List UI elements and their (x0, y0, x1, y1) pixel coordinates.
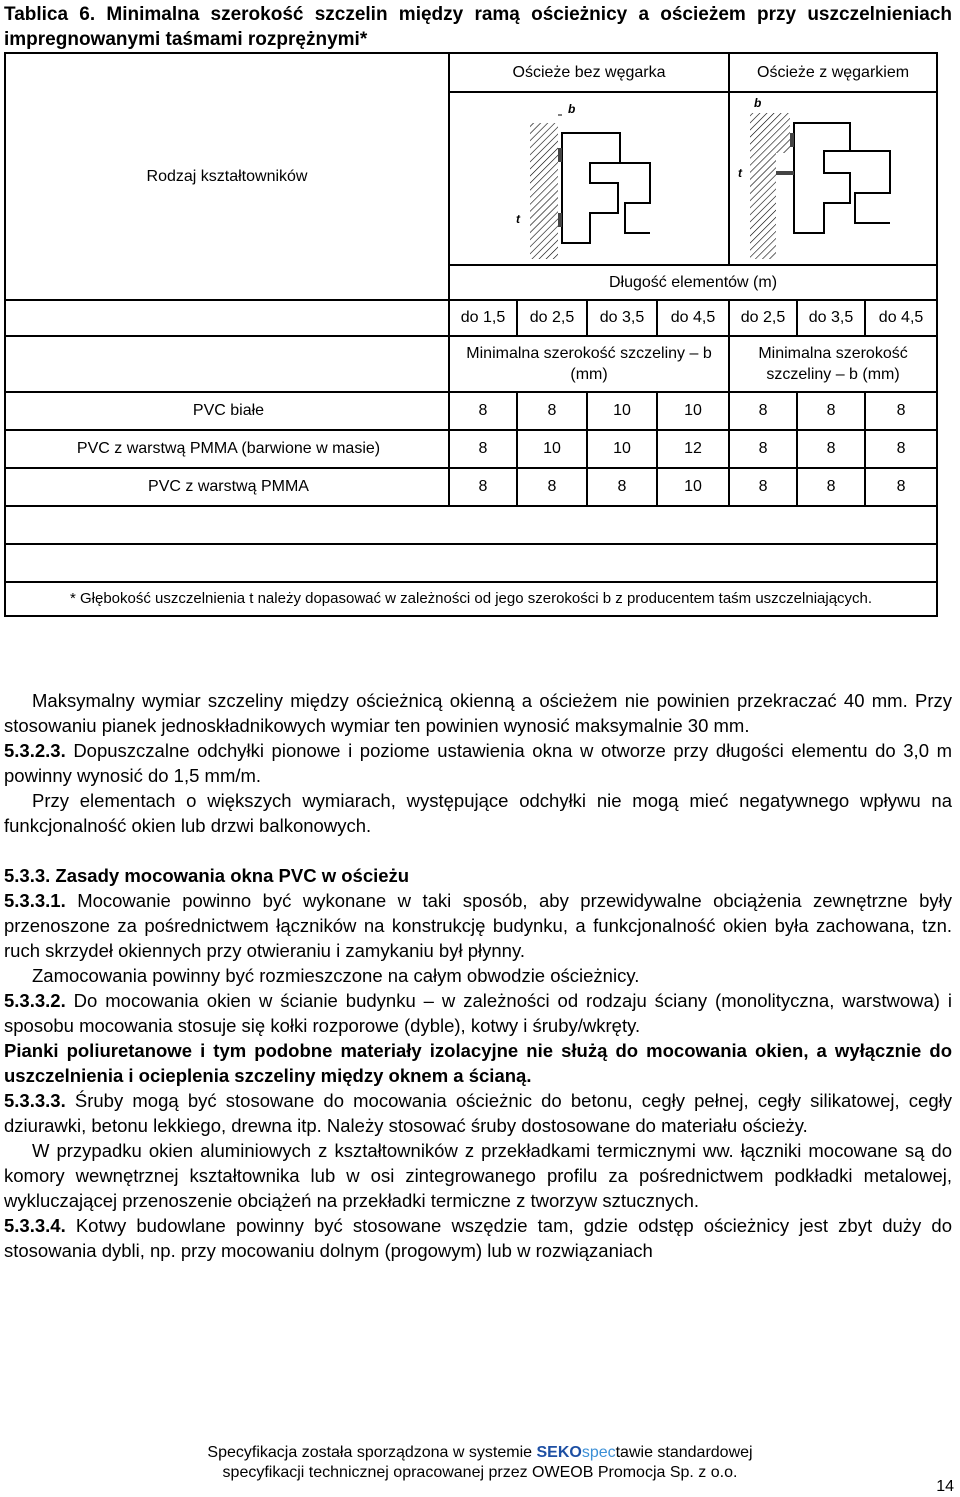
table-cell: 8 (449, 430, 517, 468)
seal-tape (790, 133, 794, 147)
section-number: 5.3.3.2. (4, 990, 66, 1011)
table-row-empty (5, 544, 937, 582)
page-number: 14 (936, 1478, 954, 1495)
table-cell: 8 (449, 392, 517, 430)
table-cell: 8 (865, 468, 937, 506)
footer-line-1: Specyfikacja została sporządzona w systemie SEKOspectawie standardowej (207, 1444, 753, 1461)
length-header: do 3,5 (797, 300, 865, 336)
frame-profile (794, 123, 850, 233)
table-cell: 8 (587, 468, 657, 506)
col-header-z-wegarkiem: Ościeże z węgarkiem (729, 53, 937, 92)
table-cell: 8 (797, 392, 865, 430)
wall-hatch (530, 123, 558, 259)
seal-tape (776, 171, 794, 175)
body-text (4, 688, 952, 1263)
table-cell: 10 (587, 392, 657, 430)
table-footnote: * Głębokość uszczelnienia t należy dopasować w zależności od jego szerokości b z producentem taśm uszczelniających. (5, 582, 937, 616)
length-header: do 4,5 (657, 300, 729, 336)
rodzaj-header: Rodzaj kształtowników (5, 53, 449, 300)
section-number: 5.3.3.1. (4, 890, 66, 911)
table-title: Tablica 6. Minimalna szerokość szczelin między ramą ościeżnicy a ościeżem przy uszczelnieniach impregnowanymi taśmami rozprężnymi* (4, 4, 952, 50)
label-b: b (568, 102, 576, 116)
section-heading: 5.3.3. Zasady mocowania okna PVC w ościeżu (4, 865, 410, 886)
paragraph: Zamocowania powinny być rozmieszczone na całym obwodzie ościeżnicy. (32, 965, 640, 986)
length-header: do 1,5 (449, 300, 517, 336)
table-cell: 8 (865, 392, 937, 430)
section-number: 5.3.2.3. (4, 740, 66, 761)
sash-profile (850, 151, 890, 223)
label-t: t (516, 212, 520, 226)
paragraph: Maksymalny wymiar szczeliny między ościeżnicą okienną a ościeżem nie powinien przekraczać 40 mm. Przy stosowaniu pianek jednoskładnikowych wymiar ten powinien wynosić maksymalnie 30 mm. (4, 690, 952, 736)
paragraph: 5.3.3.4. Kotwy budowlane powinny być stosowane wszędzie tam, gdzie odstęp ościeżnicy jest zbyt duży do stosowania dybli, np. przy mocowaniu dolnym (progowym) lub w rozwiązaniach (4, 1215, 952, 1261)
page-footer (0, 1443, 960, 1483)
wall-rebate-hatch (750, 113, 790, 259)
sash-profile (620, 163, 650, 233)
paragraph: 5.3.2.3. Dopuszczalne odchyłki pionowe i poziome ustawienia okna w otworze przy długości elementu do 3,0 m powinny wynosić do 1,5 mm/m. (4, 740, 952, 786)
min-width-header-z: Minimalna szerokość szczeliny – b (mm) (729, 336, 937, 392)
footer-line-2: specyfikacji technicznej opracowanej przez OWEOB Promocja Sp. z o.o. (222, 1464, 738, 1481)
label-t: t (738, 166, 743, 180)
table-cell: 10 (587, 430, 657, 468)
table-cell: 8 (729, 468, 797, 506)
paragraph: 5.3.3.1. Mocowanie powinno być wykonane w taki sposób, aby przewidywalne obciążenia zewnętrzne były przenoszone za pośrednictwem łączników na konstrukcję budynku, a funkcjonalność okien była zachowana, tzn. ruch skrzydeł okiennych przy otwieraniu i zamykaniu był płynny. (4, 890, 952, 961)
empty-cell (5, 544, 937, 582)
paragraph: 5.3.3.3. Śruby mogą być stosowane do mocowania ościeżnic do betonu, cegły pełnej, cegły silikatowej, cegły dziurawki, betonu lekkiego, drewna itp. Należy stosować śruby dostosowane do materiału ościeży. (4, 1090, 952, 1136)
row-label: PVC białe (5, 392, 449, 430)
table-cell: 8 (517, 392, 587, 430)
paragraph: W przypadku okien aluminiowych z kształtowników z przekładkami termicznymi ww. łączniki mocowane są do komory wewnętrznej kształtownika lub w osi zintegrowanego profilu za pośrednictwem podkładki metalowej, wykluczającej przenoszenie obciążeń na przekładki termiczne z tworzyw sztucznych. (4, 1140, 952, 1211)
sekospec-logo-suffix: spec (581, 1444, 616, 1461)
table-cell: 10 (657, 468, 729, 506)
table-cell: 8 (729, 392, 797, 430)
table-row (5, 392, 937, 430)
row-label: PVC z warstwą PMMA (5, 468, 449, 506)
table-cell: 8 (865, 430, 937, 468)
length-header: do 3,5 (587, 300, 657, 336)
paragraph: Przy elementach o większych wymiarach, występujące odchyłki nie mogą mieć negatywnego wpływu na funkcjonalność okien lub drzwi balkonowych. (4, 790, 952, 836)
table-cell: 10 (517, 430, 587, 468)
section-number: 5.3.3.4. (4, 1215, 66, 1236)
label-b: b (754, 96, 762, 110)
table-cell: 8 (797, 468, 865, 506)
section-number: 5.3.3.3. (4, 1090, 66, 1111)
paragraph: 5.3.3.2. Do mocowania okien w ścianie budynku – w zależności od rodzaju ściany (monolityczna, warstwowa) i sposobu mocowania stosuje się kołki rozporowe (dyble), kotwy i śruby/wkręty. (4, 990, 952, 1036)
row-label: PVC z warstwą PMMA (barwione w masie) (5, 430, 449, 468)
dlugosc-header: Długość elementów (m) (449, 265, 937, 300)
table-cell: 8 (517, 468, 587, 506)
empty-cell (5, 336, 449, 392)
paragraph-bold: Pianki poliuretanowe i tym podobne materiały izolacyjne nie służą do mocowania okien, a wyłącznie do uszczelnienia i ocieplenia szczeliny między oknem a ścianą. (4, 1040, 952, 1086)
table-row-empty (5, 506, 937, 544)
col-header-bez-wegarka: Ościeże bez węgarka (449, 53, 729, 92)
table-cell: 8 (797, 430, 865, 468)
table-cell: 8 (729, 430, 797, 468)
gap-width-table (4, 52, 938, 617)
length-header: do 2,5 (729, 300, 797, 336)
frame-with-rebate-diagram (730, 93, 936, 259)
sekospec-logo: SEKO (536, 1444, 582, 1461)
seal-tape (558, 148, 562, 162)
length-header: do 4,5 (865, 300, 937, 336)
table-row (5, 468, 937, 506)
table-cell: 8 (449, 468, 517, 506)
empty-cell (5, 506, 937, 544)
diagram-bez-wegarka-cell (449, 92, 729, 265)
table-row (5, 430, 937, 468)
table-cell: 12 (657, 430, 729, 468)
frame-without-rebate-diagram (450, 93, 740, 259)
empty-cell (5, 300, 449, 336)
min-width-header-bez: Minimalna szerokość szczeliny – b (mm) (449, 336, 729, 392)
table-cell: 10 (657, 392, 729, 430)
seal-tape (558, 213, 562, 227)
diagram-z-wegarkiem-cell (729, 92, 937, 265)
length-header: do 2,5 (517, 300, 587, 336)
frame-profile (562, 133, 620, 243)
